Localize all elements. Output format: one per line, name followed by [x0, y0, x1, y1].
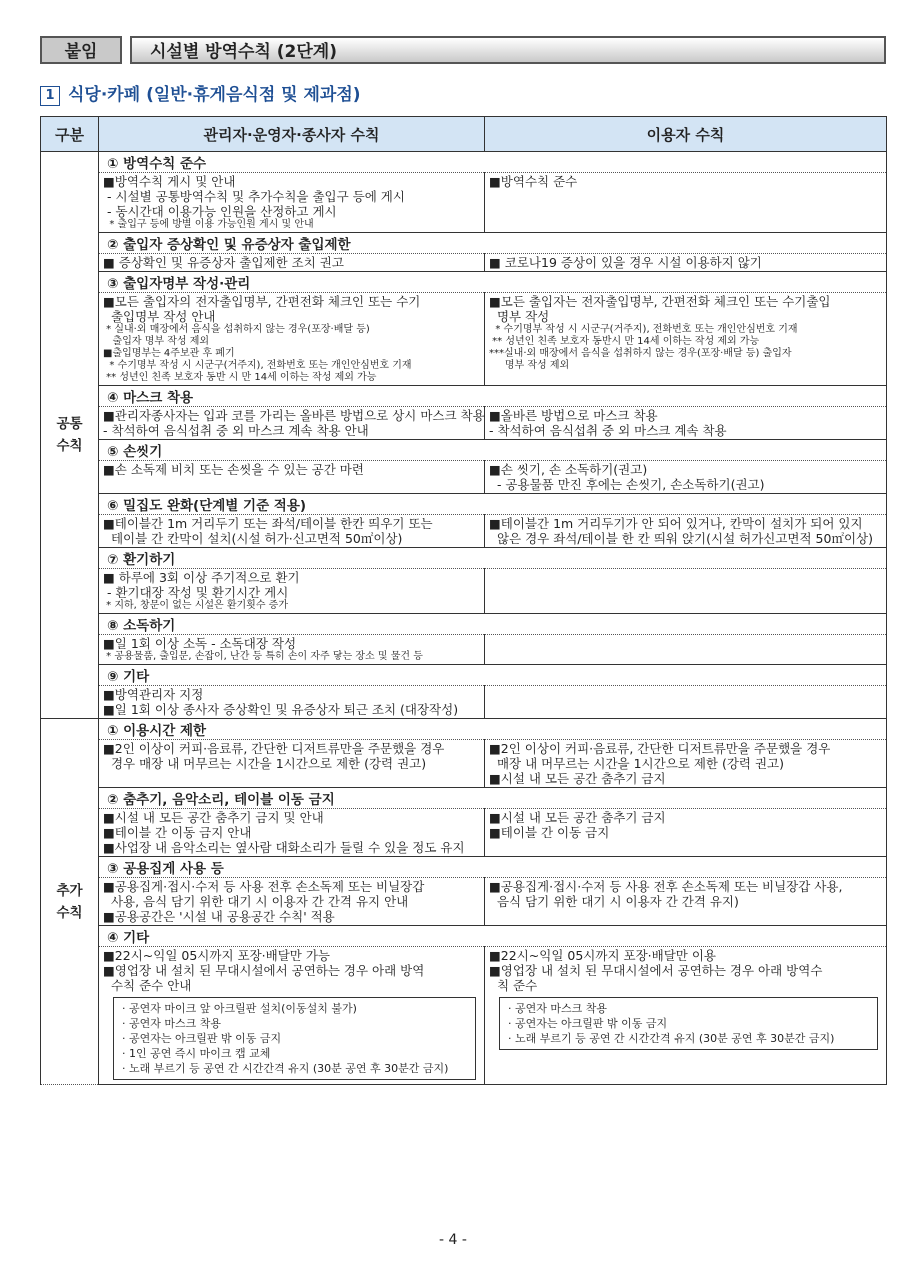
- manager-rules: [99, 569, 485, 614]
- category-label: 공통: [56, 416, 83, 432]
- page-title: 시설별 방역수칙 (2단계): [130, 36, 480, 64]
- rule-subheading-row: [41, 386, 887, 407]
- box-item: · 공연자는 아크릴판 밖 이동 금지: [508, 1017, 668, 1030]
- rule-item: ■ 하루에 3회 이상 주기적으로 환기: [103, 570, 300, 585]
- box-item: · 공연자 마스크 착용: [122, 1017, 221, 1030]
- rule-item: ■2인 이상이 커피·음료류, 간단한 디저트류만을 주문했을 경우: [489, 741, 831, 756]
- rule-title: ③ 공용집게 사용 등: [99, 857, 887, 878]
- box-item: · 공연자 마스크 착용: [508, 1002, 607, 1015]
- rule-content-row: [41, 254, 887, 272]
- rule-subheading-row: [41, 926, 887, 947]
- rule-item: 사용, 음식 담기 위한 대기 시 이용자 간 간격 유지 안내: [103, 894, 409, 909]
- box-item: · 공연자 마이크 앞 아크릴판 설치(이동설치 불가): [122, 1002, 357, 1015]
- section-title-text: 식당·카페 (일반·휴게음식점 및 제과점): [68, 85, 361, 105]
- rule-item: ■관리자종사자는 입과 코를 가리는 올바른 방법으로 상시 마스크 착용: [103, 408, 485, 423]
- rule-subheading-row: [41, 152, 887, 173]
- rule-item: ■ 코로나19 증상이 있을 경우 시설 이용하지 않기: [489, 255, 762, 270]
- category-additional: [41, 719, 99, 1085]
- rule-note: * 수기명부 작성 시 시군구(거주지), 전화번호 또는 개인안심번호 기재: [103, 360, 412, 371]
- rule-title: ① 이용시간 제한: [99, 719, 887, 740]
- rule-subheading-row: [41, 233, 887, 254]
- rule-title: ② 출입자 증상확인 및 유증상자 출입제한: [99, 233, 887, 254]
- manager-rules: [99, 809, 485, 857]
- col-header-user: 이용자 수칙: [485, 117, 887, 152]
- page-number: - 4 -: [439, 1232, 467, 1248]
- rule-item: ■시설 내 모든 공간 춤추기 금지 및 안내: [103, 810, 324, 825]
- rule-note: ***실내·외 매장에서 음식을 섭취하지 않는 경우(포장·배달 등) 출입자: [489, 348, 792, 359]
- rule-note: ■출입명부는 4주보관 후 폐기: [103, 348, 235, 359]
- manager-rules: [99, 461, 485, 494]
- rule-title: ⑥ 밀집도 완화(단계별 기준 적용): [99, 494, 887, 515]
- rule-item: 칙 준수: [489, 978, 538, 993]
- rule-note: 출입자 명부 작성 제외: [103, 336, 210, 347]
- rule-item: 음식 담기 위한 대기 시 이용자 간 간격 유지): [489, 894, 739, 909]
- rule-content-row: [41, 173, 887, 233]
- user-rules: [485, 461, 887, 494]
- rule-note: * 공용물품, 출입문, 손잡이, 난간 등 특히 손이 자주 닿는 장소 및 물건 등: [103, 651, 423, 662]
- rule-item: ■테이블간 1m 거리두기가 안 되어 있거나, 칸막이 설치가 되어 있지: [489, 516, 863, 531]
- user-rules: [485, 947, 887, 1085]
- user-rules: [485, 635, 887, 665]
- rule-subheading-row: [41, 272, 887, 293]
- rule-item: - 시설별 공통방역수칙 및 추가수칙을 출입구 등에 게시: [103, 189, 405, 204]
- section-title: [40, 80, 361, 106]
- rule-content-row: [41, 686, 887, 719]
- rule-item: ■방역수칙 게시 및 안내: [103, 174, 236, 189]
- rule-item: 않은 경우 좌석/테이블 한 칸 띄워 앉기(시설 허가신고면적 50㎡이상): [489, 531, 873, 546]
- user-rules: [485, 569, 887, 614]
- rule-subheading-row: [41, 719, 887, 740]
- page-header: [40, 36, 886, 66]
- section-number: 1: [40, 86, 60, 106]
- rule-content-row: [41, 569, 887, 614]
- rule-note: ** 성년인 친족 보호자 동반시 만 14세 이하는 작성 제외 가능: [489, 336, 760, 347]
- category-label: 추가: [56, 882, 83, 899]
- rule-subheading-row: [41, 857, 887, 878]
- rule-title: ③ 출입자명부 작성·관리: [99, 272, 887, 293]
- rule-note: * 수기명부 작성 시 시군구(거주지), 전화번호 또는 개인안심번호 기재: [489, 324, 798, 335]
- rule-subheading-row: [41, 494, 887, 515]
- rule-subheading-row: [41, 440, 887, 461]
- category-label: 수칙: [56, 438, 83, 454]
- performance-rules-box: [499, 997, 878, 1050]
- user-rules: [485, 254, 887, 272]
- rule-item: ■올바른 방법으로 마스크 착용: [489, 408, 658, 423]
- rule-content-row: [41, 740, 887, 788]
- user-rules: [485, 293, 887, 386]
- rule-item: ■2인 이상이 커피·음료류, 간단한 디저트류만을 주문했을 경우: [103, 741, 445, 756]
- rule-title: ④ 마스크 착용: [99, 386, 887, 407]
- col-header-category: 구분: [41, 117, 99, 152]
- rule-title: ④ 기타: [99, 926, 887, 947]
- rule-item: 수칙 준수 안내: [103, 978, 192, 993]
- rule-note: 명부 작성 제외: [489, 360, 570, 371]
- rule-item: 테이블 간 칸막이 설치(시설 허가·신고면적 50㎡이상): [103, 531, 403, 546]
- rule-item: ■모든 출입자는 전자출입명부, 간편전화 체크인 또는 수기출입: [489, 294, 831, 309]
- manager-rules: [99, 947, 485, 1085]
- rule-note: * 지하, 창문이 없는 시설은 환기횟수 증가: [103, 600, 288, 611]
- box-item: · 1인 공연 즉시 마이크 캡 교체: [122, 1047, 271, 1060]
- rule-note: * 출입구 등에 방별 이용 가능인원 게시 및 안내: [103, 219, 314, 230]
- manager-rules: [99, 293, 485, 386]
- rule-content-row: [41, 407, 887, 440]
- rule-item: 경우 매장 내 머무르는 시간을 1시간으로 제한 (강력 권고): [103, 756, 427, 771]
- rule-title: ① 방역수칙 준수: [99, 152, 887, 173]
- rule-item: ■일 1회 이상 종사자 증상확인 및 유증상자 퇴근 조치 (대장작성): [103, 702, 459, 717]
- rule-title: ⑦ 환기하기: [99, 548, 887, 569]
- user-rules: [485, 809, 887, 857]
- manager-rules: [99, 407, 485, 440]
- rule-item: ■손 소독제 비치 또는 손씻을 수 있는 공간 마련: [103, 462, 364, 477]
- rule-item: ■영업장 내 설치 된 무대시설에서 공연하는 경우 아래 방역수: [489, 963, 823, 978]
- rule-item: ■영업장 내 설치 된 무대시설에서 공연하는 경우 아래 방역: [103, 963, 425, 978]
- performance-rules-box: [113, 997, 476, 1080]
- rule-item: ■공용집게·접시·수저 등 사용 전후 손소독제 또는 비닐장갑 사용,: [489, 879, 843, 894]
- rule-title: ② 춤추기, 음악소리, 테이블 이동 금지: [99, 788, 887, 809]
- user-rules: [485, 686, 887, 719]
- rule-item: ■방역관리자 지정: [103, 687, 204, 702]
- rule-item: - 공용물품 만진 후에는 손씻기, 손소독하기(권고): [489, 477, 765, 492]
- user-rules: [485, 173, 887, 233]
- box-item: · 공연자는 아크릴판 밖 이동 금지: [122, 1032, 282, 1045]
- rule-content-row: [41, 635, 887, 665]
- rule-subheading-row: [41, 614, 887, 635]
- rule-content-row: [41, 878, 887, 926]
- table-header-row: [41, 117, 887, 152]
- attachment-tag: 붙임: [40, 36, 122, 64]
- rule-item: - 착석하여 음식섭취 중 외 마스크 계속 착용: [489, 423, 727, 438]
- box-item: · 노래 부르기 등 공연 간 시간간격 유지 (30분 공연 후 30분간 금지): [508, 1032, 835, 1045]
- rule-item: 명부 작성: [489, 309, 550, 324]
- rule-item: ■테이블 간 이동 금지 안내: [103, 825, 252, 840]
- rule-item: ■모든 출입자의 전자출입명부, 간편전화 체크인 또는 수기: [103, 294, 421, 309]
- rule-subheading-row: [41, 665, 887, 686]
- rule-item: - 환기대장 작성 및 환기시간 게시: [103, 585, 289, 600]
- rule-title: ⑤ 손씻기: [99, 440, 887, 461]
- user-rules: [485, 407, 887, 440]
- rule-item: ■시설 내 모든 공간 춤추기 금지: [489, 771, 666, 786]
- rule-content-row: [41, 293, 887, 386]
- col-header-manager: 관리자·운영자·종사자 수칙: [99, 117, 485, 152]
- rule-item: - 동시간대 이용가능 인원을 산정하고 게시: [103, 204, 337, 219]
- rule-content-row: [41, 515, 887, 548]
- rule-item: ■손 씻기, 손 소독하기(권고): [489, 462, 648, 477]
- rule-title: ⑨ 기타: [99, 665, 887, 686]
- user-rules: [485, 740, 887, 788]
- category-common: [41, 152, 99, 719]
- rule-item: ■일 1회 이상 소독 - 소독대장 작성: [103, 636, 297, 651]
- rules-table: [40, 116, 887, 1085]
- rule-content-row: [41, 461, 887, 494]
- rule-item: 출입명부 작성 안내: [103, 309, 216, 324]
- manager-rules: [99, 635, 485, 665]
- rule-item: 매장 내 머무르는 시간을 1시간으로 제한 (강력 권고): [489, 756, 784, 771]
- rule-item: ■22시~익일 05시까지 포장·배달만 이용: [489, 948, 716, 963]
- rule-note: ** 성년인 친족 보호자 동반 시 만 14세 이하는 작성 제외 가능: [103, 372, 377, 383]
- user-rules: [485, 515, 887, 548]
- user-rules: [485, 878, 887, 926]
- manager-rules: [99, 686, 485, 719]
- rule-item: ■사업장 내 음악소리는 옆사람 대화소리가 들릴 수 있을 정도 유지: [103, 840, 465, 855]
- rule-item: ■시설 내 모든 공간 춤추기 금지: [489, 810, 666, 825]
- rule-note: * 실내·외 매장에서 음식을 섭취하지 않는 경우(포장·배달 등): [103, 324, 370, 335]
- category-label: 수칙: [56, 904, 83, 921]
- manager-rules: [99, 173, 485, 233]
- rule-item: ■공용공간은 '시설 내 공용공간 수칙' 적용: [103, 909, 335, 924]
- box-item: · 노래 부르기 등 공연 간 시간간격 유지 (30분 공연 후 30분간 금지): [122, 1062, 449, 1075]
- rule-item: ■테이블간 1m 거리두기 또는 좌석/테이블 한칸 띄우기 또는: [103, 516, 433, 531]
- rule-item: ■22시~익일 05시까지 포장·배달만 가능: [103, 948, 330, 963]
- rule-item: ■공용집게·접시·수저 등 사용 전후 손소독제 또는 비닐장갑: [103, 879, 425, 894]
- rule-content-row: [41, 947, 887, 1085]
- rule-item: ■방역수칙 준수: [489, 174, 578, 189]
- rule-subheading-row: [41, 548, 887, 569]
- title-bar-extension: [480, 36, 886, 64]
- rule-title: ⑧ 소독하기: [99, 614, 887, 635]
- rule-item: ■테이블 간 이동 금지: [489, 825, 610, 840]
- rule-item: - 착석하여 음식섭취 중 외 마스크 계속 착용 안내: [103, 423, 369, 438]
- manager-rules: [99, 515, 485, 548]
- rule-subheading-row: [41, 788, 887, 809]
- rule-content-row: [41, 809, 887, 857]
- manager-rules: [99, 254, 485, 272]
- manager-rules: [99, 878, 485, 926]
- rule-item: ■ 증상확인 및 유증상자 출입제한 조치 권고: [103, 255, 344, 270]
- manager-rules: [99, 740, 485, 788]
